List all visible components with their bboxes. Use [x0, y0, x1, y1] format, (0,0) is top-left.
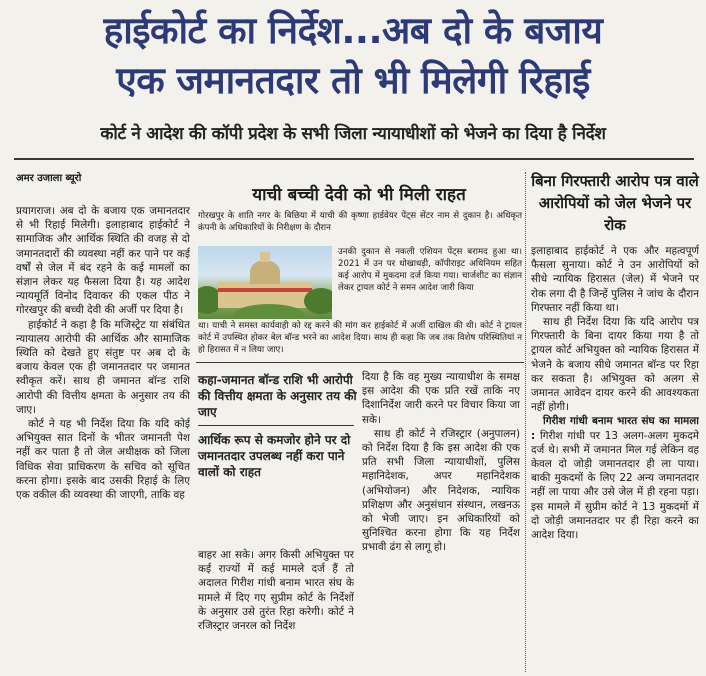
pull-quote-1: कहा-जमानत बॉन्ड राशि भी आरोपी की वित्तीय क्षमता के अनुसार तय की जाए — [198, 373, 357, 419]
continuation-column: बाहर आ सके। अगर किसी अभियुक्त पर कई राज्यों में कई मामले दर्ज हैं तो अदालत गिरीश गांधी बनाम भारत संघ के मामले में दिए गए सुप्रीम कोर्ट के निर्देशों के अनुसार उसे तुरंत रिहा करेगी। कोर्ट ने रजिस्ट्रार जनरल को निर्देश — [198, 549, 354, 633]
directives-para-2: साथ ही कोर्ट ने रजिस्ट्रार (अनुपालन) को निर्देश दिया है कि इस आदेश की एक प्रति सभी जिला न्यायाधीशों, पुलिस महानिदेशक, अपर महानिदेशक (अभियोजन) और निदेशक, न्यायिक प्रशिक्षण और अनुसंधान संस्थान, लखनऊ को भेजी जाए। इन अधिकारियों को सुनिश्चित करना होगा कि यह निर्देश प्रभावी ढंग से लागू हो। — [362, 427, 520, 554]
header-rule — [14, 158, 694, 160]
pull-quote-2: आर्थिक रूप से कमजोर होने पर दो जमानतदार उपलब्ध नहीं करा पाने वालों को राहत — [198, 433, 351, 479]
column-separator — [525, 172, 526, 672]
directives-para-1: दिया है कि वह मुख्य न्यायाधीश के समक्ष इस आदेश की एक प्रति रखें ताकि नए दिशानिर्देश जारी करने पर विचार किया जा सके। — [362, 371, 520, 426]
headline-line-1: हाईकोर्ट का निर्देश...अब दो के बजाय — [103, 9, 603, 52]
story3-para-3 — [531, 414, 699, 542]
directives-column — [362, 370, 520, 674]
story2-top-text: गोरखपुर के शाति नगर के बिछिया में याची की कृष्णा हार्डवेयर पेंट्स सेंटर नाम से दुकान है। अधिकृत कंपनी के अधिकारियों के निरीक्षण के दौरान — [198, 211, 522, 233]
main-story-para-3: कोर्ट ने यह भी निर्देश दिया कि यदि कोई अभियुक्त सात दिनों के भीतर जमानती पेश नहीं कर पाता है तो जेल अधीक्षक को जिला विधिक सेवा प्राधिकरण के सचिव को सूचित करना होगा। इसके बाद उसकी रिहाई के लिए एक वकील की व्यवस्था की जाएगी, ताकि वह — [16, 418, 190, 502]
headline-line-2: एक जमानतदार तो भी मिलेगी रिहाई — [116, 59, 590, 102]
story3-column — [531, 244, 699, 674]
story3-title: बिना गिरफ्तारी आरोप पत्र वाले आरोपियों को जेल भेजने पर रोक — [531, 172, 699, 234]
story2-rule — [196, 362, 524, 363]
story2-title: याची बच्ची देवी को भी मिली राहत — [252, 185, 466, 205]
story2-side-text: उनकी दुकान से नकली एशियन पेंट्स बरामद हुआ था। 2021 में उन पर धोखाधड़ी, कॉपीराइट अधिनियम सहित कई आरोप में मुकदमा दर्ज किया गया। चार्जशीट का संज्ञान लेकर ट्रायल कोर्ट ने समन आदेश जारी किया — [338, 247, 522, 293]
story3-case-text: गिरीश गांधी पर 13 अलग-अलग मुकदमे दर्ज थे। सभी में जमानत मिल गई लेकिन वह केवल दो जोड़ी जमानतदार ही ला पाया। बाकी मुकदमों के लिए 22 अन्य जमानतदार नहीं ला पाया और उसे जेल में ही रहना पड़ा। इस मामले में सुप्रीम कोर्ट ने 13 मुकदमों में दो जोड़ी जमानतदार पर ही रिहा करने का आदेश दिया। — [531, 429, 699, 542]
byline: अमर उजाला ब्यूरो — [16, 173, 82, 184]
main-story-para-2: हाईकोर्ट ने कहा है कि मजिस्ट्रेट या संबंधित न्यायालय आरोपी की आर्थिक और सामाजिक स्थिति को देखते हुए संतुष्ट पर अब दो के बजाय केवल एक ही जमानतदार पर जमानत स्वीकृत करें। साथ ही जमानत बॉन्ड राशि आरोपी की वित्तीय क्षमता के अनुसार तय की जाए। — [16, 318, 190, 416]
subheadline: कोर्ट ने आदेश की कॉपी प्रदेश के सभी जिला न्यायाधीशों को भेजने का दिया है निर्देश — [100, 124, 606, 144]
story3-para-1: इलाहाबाद हाईकोर्ट ने एक और महत्वपूर्ण फैसला सुनाया। कोर्ट ने उन आरोपियों को सीधे न्यायिक हिरासत (जेल) में भेजने पर रोक लगा दी है जिन्हें पुलिस ने जांच के दौरान गिरफ्तार नहीं किया था। — [531, 245, 699, 314]
story3-case-heading: गिरीश गांधी बनाम भारत संघ का मामला : — [531, 415, 699, 442]
story3-para-2: साथ ही निर्देश दिया कि यदि आरोप पत्र गिरफ्तारी के बिना दायर किया गया है तो ट्रायल कोर्ट अभियुक्त को न्यायिक हिरासत में भेजने के बजाय सीधे जमानत बॉन्ड पर रिहा कर सकता है। अभियुक्त को अलग से जमानत आवेदन दायर करने की आवश्यकता नहीं होगी। — [531, 316, 699, 414]
main-story-para-1: प्रयागराज। अब दो के बजाय एक जमानतदार से भी रिहाई मिलेगी। इलाहाबाद हाईकोर्ट ने सामाजिक और आर्थिक स्थिति की वजह से दो जमानतदारों की व्यवस्था नहीं कर पाने पर कई वर्षों से जेल में बंद रहने के कई मामलों का संज्ञान लेकर यह फैसला दिया है। यह आदेश न्यायमूर्ति विनोद दिवाकर की एकल पीठ ने गोरखपुर की बच्ची देवी की अर्जी पर दिया है। — [16, 205, 190, 317]
high-court-photo — [198, 246, 332, 319]
quote-divider — [198, 425, 354, 426]
story2-bottom-text: था। याची ने समस्त कार्यवाही को रद्द करने की मांग कर हाईकोर्ट में अर्जी दाखिल की थी। कोर्ट ने ट्रायल कोर्ट में उपस्थित होकर बेल बॉन्ड भरने का आदेश दिया। साथ ही कहा कि जब तक विशेष परिस्थितियां न हो हिरासत में न लिया जाए। — [198, 321, 522, 355]
main-story-column — [16, 204, 190, 674]
